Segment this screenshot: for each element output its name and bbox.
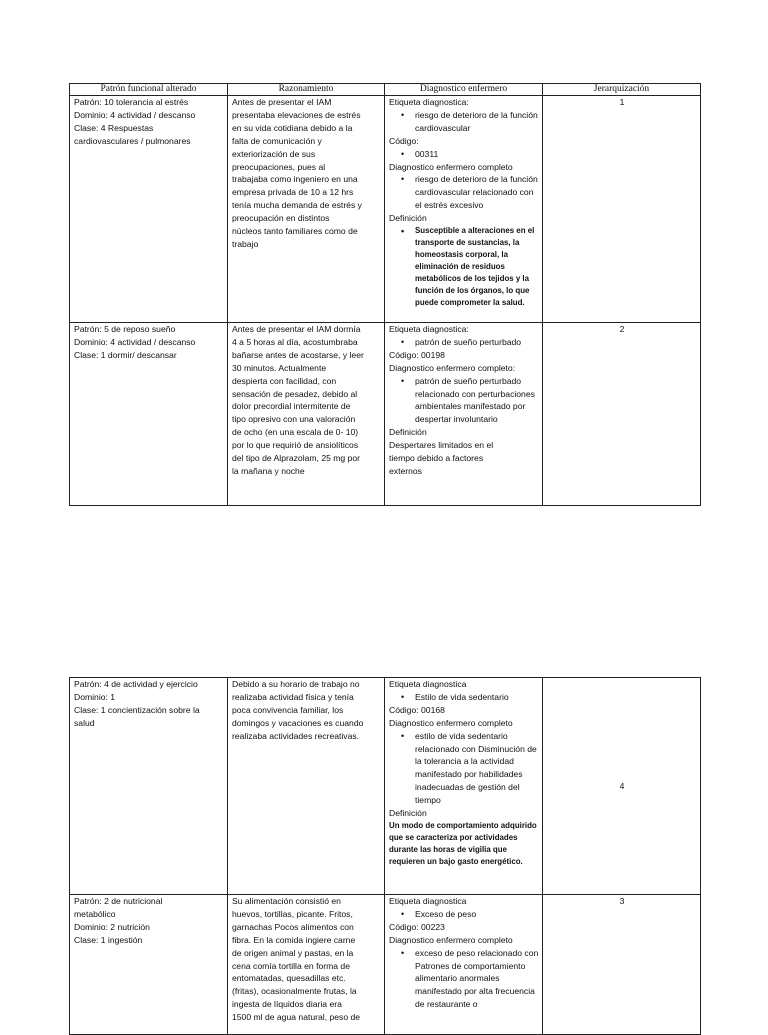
patron-line: Dominio: 4 actividad / descanso [74, 109, 196, 120]
razonamiento-line: Antes de presentar el IAM [232, 97, 332, 107]
diagnostico-cell [385, 96, 543, 323]
razonamiento-line: en su vida cotidiana debido a la [232, 122, 353, 133]
razonamiento-cell [228, 323, 385, 506]
razonamiento-line: trabajo [232, 238, 259, 249]
definicion-line: tiempo debido a factores [389, 453, 484, 464]
razonamiento-line: huevos, tortillas, picante. Fritos, [232, 908, 353, 919]
razonamiento-cell [228, 678, 385, 895]
etiqueta-list [389, 908, 539, 921]
completo-label: Diagnostico enfermero completo [389, 934, 513, 945]
razonamiento-line: presentaba elevaciones de estrés [232, 109, 361, 120]
patron-line: Clase: 1 ingestión [74, 934, 143, 945]
table-header-row [70, 84, 701, 96]
etiqueta-list [389, 691, 539, 704]
patron-cell [70, 895, 228, 1035]
razonamiento-line: realizaba actividades recreativas. [232, 730, 360, 741]
list-item: • 00311 [389, 148, 539, 161]
etiqueta-list [389, 336, 539, 349]
codigo-label: Código: [389, 135, 419, 146]
definicion-label: Definición [389, 808, 427, 819]
list-item: • estilo de vida sedentario relacionado con Disminución de la tolerancia a la actividad manifestado por habilidades inadecuadas de gestión del tiempo [389, 730, 539, 807]
razonamiento-line: entomatadas, quesadillas etc. [232, 973, 346, 984]
definicion-list [389, 225, 539, 309]
codigo-label: Código: 00168 [389, 704, 445, 715]
patron-line: Clase: 4 Respuestas [74, 122, 154, 133]
razonamiento-cell [228, 895, 385, 1035]
etiqueta-list [389, 109, 539, 135]
razonamiento-line: del tipo de Alprazolam, 25 mg por [232, 453, 361, 464]
rank-cell: 4 [543, 678, 701, 895]
razonamiento-line: preocupación en distintos [232, 213, 330, 224]
list-item: • Estilo de vida sedentario [389, 691, 539, 704]
completo-list [389, 947, 539, 1012]
razonamiento-line: realizaba actividad física y tenía [232, 691, 354, 702]
razonamiento-line: Debido a su horario de trabajo no [232, 679, 360, 689]
razonamiento-line: domingos y vacaciones es cuando [232, 717, 364, 728]
completo-label: Diagnostico enfermero completo: [389, 362, 516, 373]
definicion-line: externos [389, 465, 422, 476]
razonamiento-line: Antes de presentar el IAM dormía [232, 324, 361, 334]
razonamiento-line: 1500 ml de agua natural, peso de [232, 1012, 361, 1023]
patron-line: Dominio: 1 [74, 691, 116, 702]
razonamiento-line: fibra. En la comida ingiere carne [232, 934, 356, 945]
razonamiento-line: cena comía tortilla en forma de [232, 960, 350, 971]
razonamiento-line: Su alimentación consistió en [232, 896, 341, 906]
list-item: • riesgo de deterioro de la función cardiovascular relacionado con el estrés excesivo [389, 173, 539, 212]
razonamiento-line: exteriorización de sus [232, 148, 316, 159]
rank-cell: 3 [543, 895, 701, 1035]
list-item: • exceso de peso relacionado con Patrones de comportamiento alimentario anormales manifestado por alta frecuencia de restaurante o [389, 947, 539, 1012]
header-diagnostico: Diagnostico enfermero [385, 84, 543, 96]
definicion-text: Un modo de comportamiento adquirido que se caracteriza por actividades durante las horas de vigilia que requieren un bajo gasto energético. [389, 820, 537, 866]
diagnostico-cell [385, 678, 543, 895]
codigo-label: Código: 00223 [389, 921, 445, 932]
list-item: • riesgo de deterioro de la función cardiovascular [389, 109, 539, 135]
patron-line: salud [74, 717, 95, 728]
diagnosis-table-1 [69, 83, 701, 506]
razonamiento-line: sensación de pesadez, debido al [232, 388, 358, 399]
patron-line: Patrón: 10 tolerancia al estrés [74, 97, 189, 107]
razonamiento-line: despierta con facilidad, con [232, 375, 337, 386]
codigo-list [389, 148, 539, 161]
rank-cell: 1 [543, 96, 701, 323]
razonamiento-line: empresa privada de 10 a 12 hrs [232, 187, 354, 198]
razonamiento-line: falta de comunicación y [232, 135, 322, 146]
patron-line: Dominio: 4 actividad / descanso [74, 336, 196, 347]
etiqueta-label: Etiqueta diagnostica: [389, 97, 469, 107]
list-item: • Susceptible a alteraciones en el transporte de sustancias, la homeostasis corporal, la eliminación de residuos metabólicos de los tejidos y la función de los órganos, lo que puede comprometer la salud. [389, 225, 539, 309]
razonamiento-line: por lo que requirió de ansiolíticos [232, 440, 359, 451]
razonamiento-line: bañarse antes de acostarse, y leer [232, 349, 364, 360]
razonamiento-line: trabajaba como ingeniero en una [232, 174, 358, 185]
razonamiento-line: la mañana y noche [232, 465, 305, 476]
completo-list [389, 173, 539, 212]
completo-list [389, 730, 539, 807]
completo-list [389, 375, 539, 427]
definicion-label: Definición [389, 213, 427, 224]
patron-cell [70, 323, 228, 506]
razonamiento-line: núcleos tanto familiares como de [232, 226, 358, 237]
header-patron: Patrón funcional alterado [70, 84, 228, 96]
razonamiento-line: poca convivencia familiar, los [232, 704, 344, 715]
patron-line: cardiovasculares / pulmonares [74, 135, 191, 146]
razonamiento-line: de origen animal y pastas, en la [232, 947, 354, 958]
patron-line: Patrón: 2 de nutricional [74, 896, 163, 906]
diagnostico-cell [385, 895, 543, 1035]
table-row [70, 895, 701, 1035]
patron-line: Clase: 1 dormir/ descansar [74, 349, 177, 360]
completo-label: Diagnostico enfermero completo [389, 717, 513, 728]
table-row [70, 678, 701, 895]
table-row [70, 323, 701, 506]
razonamiento-line: (fritas), ocasionalmente frutas, la [232, 986, 357, 997]
razonamiento-line: ingesta de líquidos diaria era [232, 999, 342, 1010]
patron-line: Clase: 1 concientización sobre la [74, 704, 200, 715]
patron-line: Dominio: 2 nutrición [74, 921, 150, 932]
codigo-label: Código: 00198 [389, 349, 445, 360]
definicion-line: Despertares limitados en el [389, 440, 494, 451]
patron-cell [70, 678, 228, 895]
razonamiento-line: 30 minutos. Actualmente [232, 362, 327, 373]
etiqueta-label: Etiqueta diagnostica: [389, 324, 469, 334]
patron-line: Patrón: 4 de actividad y ejercicio [74, 679, 198, 689]
razonamiento-cell [228, 96, 385, 323]
list-item: • Exceso de peso [389, 908, 539, 921]
razonamiento-line: preocupaciones, pues al [232, 161, 326, 172]
patron-line: metabólico [74, 908, 116, 919]
razonamiento-line: dolor precordial intermitente de [232, 401, 351, 412]
patron-line: Patrón: 5 de reposo sueño [74, 324, 176, 334]
header-jerarquizacion: Jerarquización [543, 84, 701, 96]
razonamiento-line: garnachas Pocos alimentos con [232, 921, 354, 932]
etiqueta-label: Etiqueta diagnostica [389, 679, 467, 689]
header-razonamiento: Razonamiento [228, 84, 385, 96]
rank-cell: 2 [543, 323, 701, 506]
patron-cell [70, 96, 228, 323]
completo-label: Diagnostico enfermero completo [389, 161, 513, 172]
diagnosis-table-2 [69, 677, 701, 1035]
etiqueta-label: Etiqueta diagnostica [389, 896, 467, 906]
razonamiento-line: tenía mucha demanda de estrés y [232, 200, 362, 211]
razonamiento-line: tipo opresivo con una valoración [232, 414, 356, 425]
diagnostico-cell [385, 323, 543, 506]
list-item: • patrón de sueño perturbado [389, 336, 539, 349]
table-row [70, 96, 701, 323]
list-item: • patrón de sueño perturbado relacionado con perturbaciones ambientales manifestado por despertar involuntario [389, 375, 539, 427]
razonamiento-line: 4 a 5 horas al día, acostumbraba [232, 336, 358, 347]
definicion-label: Definición [389, 427, 427, 438]
razonamiento-line: de ocho (en una escala de 0- 10) [232, 427, 359, 438]
